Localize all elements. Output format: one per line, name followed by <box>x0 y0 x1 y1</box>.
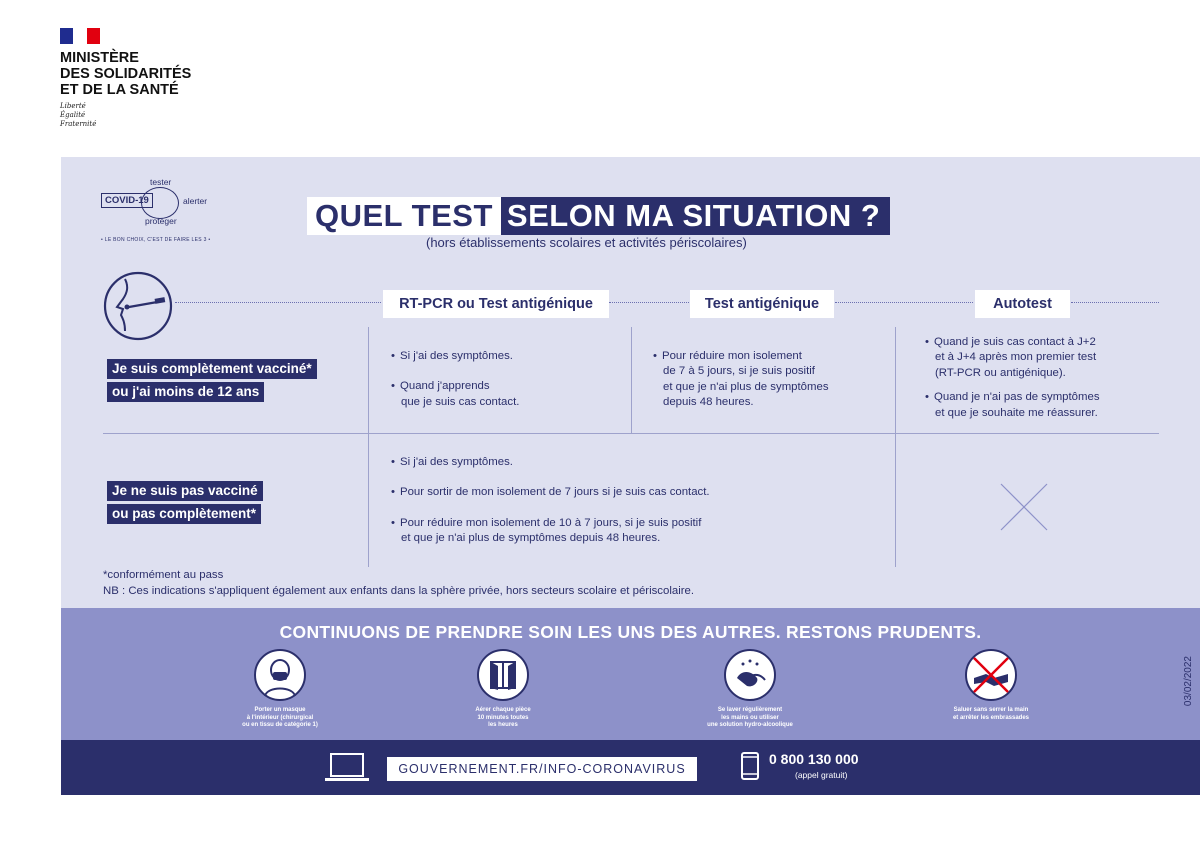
list-item: • Quand je suis cas contact à J+2 et à J+4 après mon premier test (RT-PCR ou antigénique). <box>925 335 1165 381</box>
gesture-ventilate <box>443 648 563 730</box>
column-header-autotest: Autotest <box>975 290 1070 318</box>
footnote-nb: NB : Ces indications s'appliquent également aux enfants dans la sphère privée, hors secteurs scolaire et périscolaire. <box>103 585 695 597</box>
list-item: • Si j'ai des symptômes. <box>391 349 621 364</box>
gesture-no-handshake <box>931 648 1051 722</box>
cell-vaccinated-antigen <box>653 349 888 411</box>
table-divider <box>103 433 1159 434</box>
laptop-icon <box>323 752 371 784</box>
cell-not-vaccinated-tests <box>391 455 871 547</box>
table-divider <box>368 327 369 567</box>
covid-tagline: • LE BON CHOIX, C'EST DE FAIRE LES 3 • <box>101 237 211 243</box>
list-item: • Quand je n'ai pas de symptômes et que je souhaite me réassurer. <box>925 390 1165 421</box>
row-label-vaccinated <box>107 359 317 402</box>
list-item: • Quand j'apprends que je suis cas contact. <box>391 379 621 410</box>
gesture-caption: Porter un masque à l'intérieur (chirurgical ou en tissu de catégorie 1) <box>242 707 318 728</box>
gesture-caption: Saluer sans serrer la main et arrêter les embrassades <box>952 707 1030 721</box>
barrier-gestures-band <box>61 608 1200 740</box>
phone-icon <box>741 752 759 780</box>
ministry-header <box>60 28 360 129</box>
covid-badge: COVID-19 <box>101 193 153 208</box>
no-handshake-icon <box>964 648 1018 702</box>
row-label-line: Je suis complètement vacciné* <box>107 359 317 379</box>
cell-vaccinated-rt-pcr <box>391 349 621 410</box>
row-label-line: ou j'ai moins de 12 ans <box>107 382 264 402</box>
cycle-word-tester: tester <box>150 177 172 187</box>
mask-icon <box>253 648 307 702</box>
title-part-1: QUEL TEST <box>307 197 501 235</box>
window-icon <box>476 648 530 702</box>
page-title <box>307 197 890 235</box>
test-guide-panel <box>61 157 1200 608</box>
list-item: • Pour réduire mon isolement de 7 à 5 jours, si je suis positif et que je n'ai plus de symptômes depuis 48 heures. <box>653 349 888 411</box>
column-header-rt-pcr: RT-PCR ou Test antigénique <box>383 290 609 318</box>
gesture-caption: Se laver régulièrement les mains ou utiliser une solution hydro-alcoolique <box>707 707 793 728</box>
republic-motto <box>60 102 360 129</box>
ministry-line: MINISTÈRE <box>60 50 139 66</box>
list-item: • Pour réduire mon isolement de 10 à 7 jours, si je suis positif et que je n'ai plus de symptômes depuis 48 heures. <box>391 516 871 547</box>
footnote-pass: *conformément au pass <box>103 569 224 581</box>
list-item: • Pour sortir de mon isolement de 7 jours si je suis cas contact. <box>391 485 871 500</box>
header-divider <box>835 302 973 303</box>
ministry-name <box>60 50 360 98</box>
ministry-line: DES SOLIDARITÉS <box>60 66 192 82</box>
hotline-note: (appel gratuit) <box>795 770 848 780</box>
header-divider <box>175 302 381 303</box>
publication-date: 03/02/2022 <box>1183 656 1194 707</box>
cell-vaccinated-autotest <box>925 335 1165 421</box>
footer-bar <box>61 740 1200 795</box>
covid-campaign-logo <box>101 175 241 250</box>
row-label-not-vaccinated <box>107 481 263 524</box>
gesture-hand-wash <box>690 648 810 730</box>
header-divider <box>609 302 689 303</box>
footnotes <box>103 567 694 599</box>
row-label-line: Je ne suis pas vacciné <box>107 481 263 501</box>
ministry-line: ET DE LA SANTÉ <box>60 82 179 98</box>
cycle-word-alerter: alerter <box>183 196 208 206</box>
title-part-2: SELON MA SITUATION ? <box>501 197 890 235</box>
cycle-word-proteger: protéger <box>145 216 177 226</box>
list-item: • Si j'ai des symptômes. <box>391 455 871 470</box>
page-subtitle: (hors établissements scolaires et activités périscolaires) <box>426 235 747 250</box>
gesture-mask <box>220 648 340 730</box>
marianne-flag-logo <box>60 28 100 44</box>
table-divider <box>895 327 896 567</box>
row-label-line: ou pas complètement* <box>107 504 261 524</box>
motto-line: Fraternité <box>60 120 97 128</box>
column-header-antigen: Test antigénique <box>690 290 834 318</box>
gesture-caption: Aérer chaque pièce 10 minutes toutes les heures <box>475 707 531 728</box>
motto-line: Égalité <box>60 111 86 119</box>
slogan: CONTINUONS DE PRENDRE SOIN LES UNS DES AUTRES. RESTONS PRUDENTS. <box>279 622 982 642</box>
table-divider <box>631 327 632 433</box>
info-coronavirus-link[interactable]: GOUVERNEMENT.FR/INFO-CORONAVIRUS <box>387 757 697 781</box>
nasal-swab-icon <box>103 271 173 341</box>
motto-line: Liberté <box>60 102 86 110</box>
not-applicable-cross-icon <box>999 482 1049 532</box>
header-divider <box>1071 302 1159 303</box>
hand-wash-icon <box>723 648 777 702</box>
hotline-number[interactable]: 0 800 130 000 <box>769 751 859 767</box>
